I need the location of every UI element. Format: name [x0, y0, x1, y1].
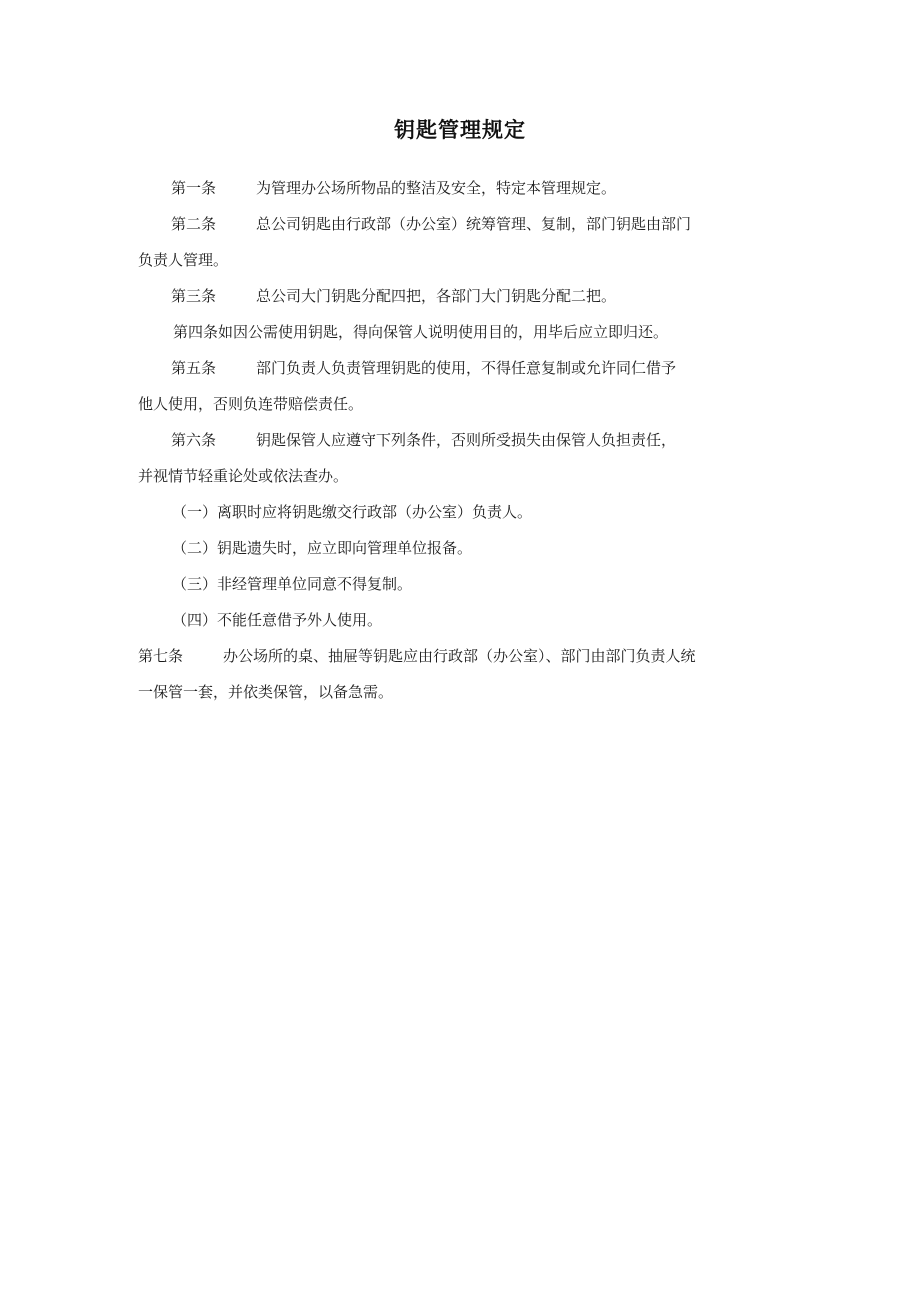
article-label: 第二条: [171, 215, 217, 233]
article-text: 部门负责人负责管理钥匙的使用，不得任意复制或允许同仁借予: [256, 359, 677, 377]
article-4: [138, 314, 778, 350]
article-5-continuation: [138, 386, 778, 422]
article-text: 他人使用，否则负连带赔偿责任。: [138, 395, 364, 413]
article-text: 办公场所的桌、抽屉等钥匙应由行政部（办公室）、部门由部门负责人统: [223, 647, 696, 665]
article-1: [138, 170, 778, 206]
list-item: （二）钥匙遗失时，应立即向管理单位报备。: [172, 539, 473, 557]
article-text: 总公司钥匙由行政部（办公室）统筹管理、复制，部门钥匙由部门: [256, 215, 692, 233]
article-label: 第三条: [171, 287, 217, 305]
article-7: [138, 638, 778, 674]
article-text: 为管理办公场所物品的整洁及安全，特定本管理规定。: [256, 179, 617, 197]
article-text: 钥匙保管人应遵守下列条件，否则所受损失由保管人负担责任，: [256, 431, 677, 449]
article-6-continuation: [138, 458, 778, 494]
document-title: 钥匙管理规定: [394, 118, 526, 142]
article-text: 一保管一套，并依类保管，以备急需。: [138, 683, 394, 701]
article-6: [138, 422, 778, 458]
article-text: 总公司大门钥匙分配四把，各部门大门钥匙分配二把。: [256, 287, 617, 305]
article-3: [138, 278, 778, 314]
article-text: 并视情节轻重论处或依法查办。: [138, 467, 349, 485]
list-item: （三）非经管理单位同意不得复制。: [172, 575, 413, 593]
article-text: 第四条如因公需使用钥匙，得向保管人说明使用目的，用毕后应立即归还。: [173, 323, 669, 341]
article-label: 第一条: [171, 179, 217, 197]
list-item: （四）不能任意借予外人使用。: [172, 611, 383, 629]
document-body: [138, 170, 778, 710]
article-text: 负责人管理。: [138, 251, 229, 269]
article-7-continuation: [138, 674, 778, 710]
list-item: （一）离职时应将钥匙缴交行政部（办公室）负责人。: [172, 503, 533, 521]
article-label: 第五条: [171, 359, 217, 377]
article-2-continuation: [138, 242, 778, 278]
article-5: [138, 350, 778, 386]
article-label: 第七条: [138, 647, 184, 665]
article-label: 第六条: [171, 431, 217, 449]
article-2: [138, 206, 778, 242]
